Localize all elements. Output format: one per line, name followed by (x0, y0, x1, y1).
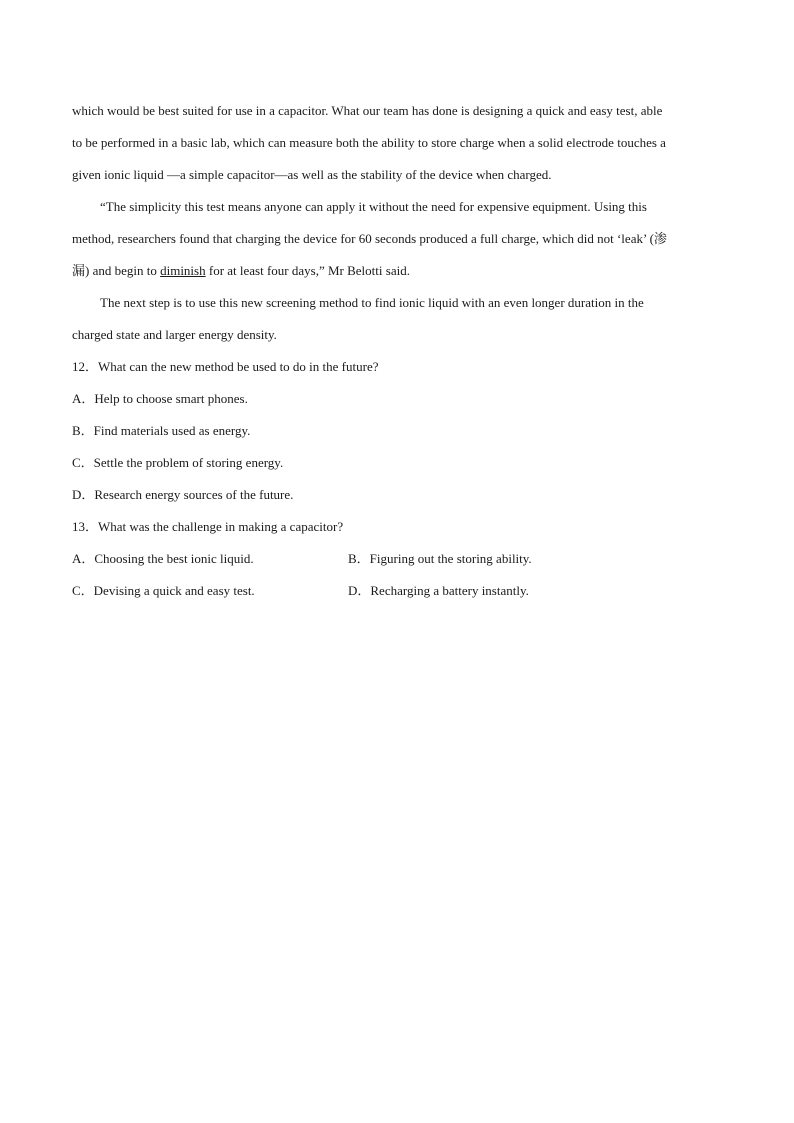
question-13-stem: 13．What was the challenge in making a capacitor? (72, 519, 344, 534)
underlined-word-diminish: diminish (160, 263, 206, 278)
paragraph-1-line-3: given ionic liquid —a simple capacitor—as well as the stability of the device when charged. (72, 167, 552, 182)
paragraph-2-line-2: method, researchers found that charging the device for 60 seconds produced a full charge, which did not ‘leak’ (渗 (72, 231, 667, 246)
question-13-options-row-1 (72, 543, 722, 575)
paragraph-2-line-3 (72, 255, 722, 287)
question-12-stem: 12．What can the new method be used to do in the future? (72, 359, 379, 374)
question-13-option-a: A．Choosing the best ionic liquid. (72, 551, 254, 566)
question-12-option-c: C．Settle the problem of storing energy. (72, 455, 284, 470)
question-12-option-b: B．Find materials used as energy. (72, 423, 251, 438)
question-13-option-d: D．Recharging a battery instantly. (348, 583, 529, 598)
paragraph-1-line-2: to be performed in a basic lab, which can measure both the ability to store charge when a solid electrode touches a (72, 135, 666, 150)
paragraph-2-line-3-after: for at least four days,” Mr Belotti said. (205, 263, 410, 278)
paragraph-3-line-2: charged state and larger energy density. (72, 327, 277, 342)
question-13-options-row-2 (72, 575, 722, 607)
paragraph-3-line-1: The next step is to use this new screening method to find ionic liquid with an even longer duration in the (100, 295, 644, 310)
paragraph-3 (72, 287, 722, 351)
question-13-option-b: B．Figuring out the storing ability. (348, 551, 532, 566)
question-13-option-c: C．Devising a quick and easy test. (72, 583, 255, 598)
paragraph-2-line-3-before: 漏) and begin to (72, 263, 161, 278)
question-12-option-a: A．Help to choose smart phones. (72, 391, 248, 406)
question-12-option-d: D．Research energy sources of the future. (72, 487, 294, 502)
paragraph-2-line-1: “The simplicity this test means anyone can apply it without the need for expensive equipment. Using this (100, 199, 647, 214)
paragraph-1 (72, 95, 722, 191)
document-page (72, 95, 722, 607)
question-12 (72, 351, 722, 511)
question-13 (72, 511, 722, 607)
paragraph-1-line-1: which would be best suited for use in a capacitor. What our team has done is designing a quick and easy test, able (72, 103, 663, 118)
paragraph-2 (72, 191, 722, 287)
